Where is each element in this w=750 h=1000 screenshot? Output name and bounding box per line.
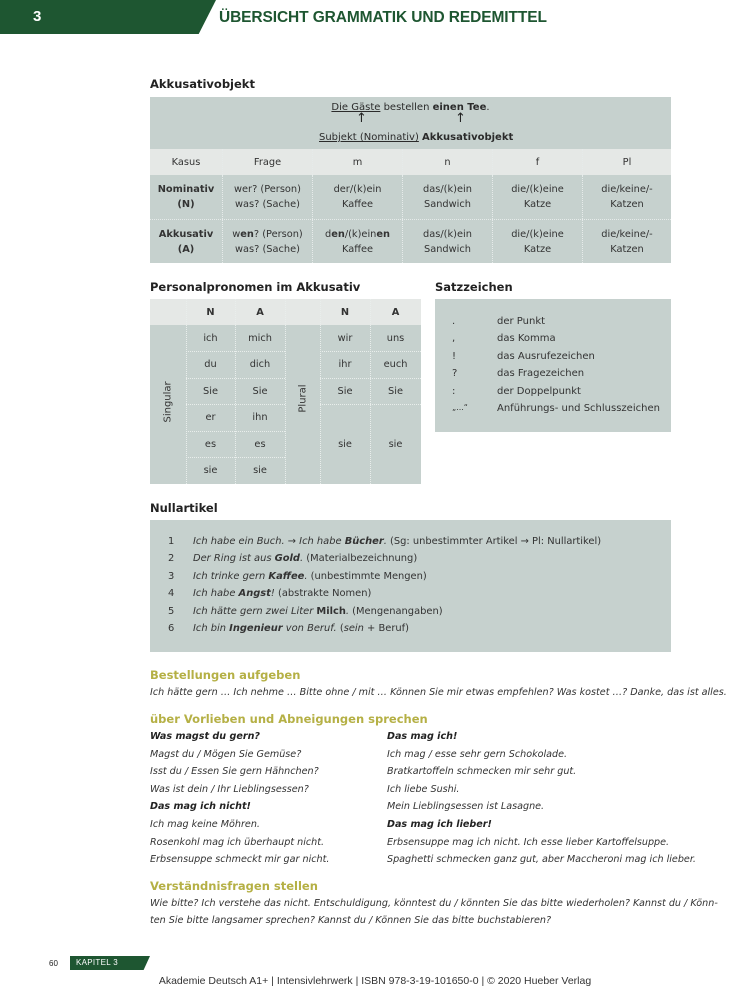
phrase-heading: Was magst du gern?	[150, 731, 260, 742]
table-cell: wir	[337, 332, 353, 344]
personalpronomen-table	[150, 299, 421, 484]
page-number: 60	[49, 959, 58, 968]
sentence-end: .	[486, 102, 490, 113]
phrase: Ich mag keine Möhren.	[150, 819, 260, 830]
table-cell: Akkusativ (A)	[150, 220, 223, 263]
phrase-heading: Das mag ich!	[387, 731, 458, 742]
label-subject: Subjekt (Nominativ)	[319, 132, 419, 143]
table-cell: der/(k)ein Kaffee	[313, 175, 403, 219]
imprint: Akademie Deutsch A1+ | Intensivlehrwerk | ISBN 978-3-19-101650-0 | © 2020 Hueber Verlag	[158, 975, 592, 987]
sentence-object: einen Tee	[432, 102, 487, 113]
akkusativ-table	[150, 97, 671, 263]
phrase: Erbsensuppe schmeckt mir gar nicht.	[150, 854, 330, 865]
case-grid	[150, 149, 671, 263]
page-title: ÜBERSICHT GRAMMATIK UND REDEMITTEL	[219, 9, 547, 26]
table-cell: uns	[386, 332, 405, 344]
table-cell: sie	[253, 465, 267, 476]
table-cell: dich	[249, 359, 271, 370]
section-heading-personalpronomen: Personalpronomen im Akkusativ	[150, 280, 361, 294]
table-cell: Sie	[203, 385, 218, 397]
table-cell: ihn	[252, 412, 268, 423]
table-cell: mich	[248, 332, 272, 344]
table-cell: es	[254, 438, 266, 450]
singular-label: Singular	[162, 381, 174, 423]
table-cell: sie	[338, 438, 352, 450]
verstaendnis-text-line2: ten Sie bitte langsamer sprechen? Kannst du / Können Sie das bitte buchstabieren?	[150, 915, 552, 926]
phrase: Was ist dein / Ihr Lieblingsessen?	[150, 784, 309, 795]
phrase: Erbsensuppe mag ich nicht. Ich esse lieber Kartoffelsuppe.	[387, 837, 670, 848]
divider	[320, 404, 421, 405]
section-heading-nullartikel: Nullartikel	[150, 501, 218, 515]
phrase: Spaghetti schmecken ganz gut, aber Maccheroni mag ich lieber.	[387, 854, 696, 865]
verstaendnis-text-line1: Wie bitte? Ich verstehe das nicht. Entschuldigung, könntest du / könnten Sie das bitte wiederholen? Kannst du / Könn-	[150, 898, 718, 909]
divider	[285, 299, 286, 484]
phrase: Mein Lieblingsessen ist Lasagne.	[387, 801, 545, 812]
table-cell: ich	[203, 332, 218, 344]
table-cell: Sie	[252, 385, 268, 397]
table-cell: die/(k)eine Katze	[493, 220, 583, 263]
sentence-verb: bestellen	[380, 102, 433, 113]
phrase: Ich mag / esse sehr gern Schokolade.	[387, 749, 568, 760]
table-cell: das/(k)ein Sandwich	[403, 220, 493, 263]
table-cell: es	[204, 438, 217, 450]
column-header: Frage	[223, 149, 313, 175]
table-cell: sie	[203, 465, 218, 476]
arrow-up-icon: ↑	[356, 111, 367, 126]
table-cell: Sie	[388, 385, 403, 397]
example-sentence-box	[150, 97, 671, 149]
table-cell: die/(k)eine Katze	[493, 175, 583, 219]
table-row-akkusativ	[150, 219, 671, 263]
phrase-heading: Das mag ich nicht!	[150, 801, 251, 812]
table-cell: die/keine/- Katzen	[601, 228, 653, 255]
table-cell: ihr	[338, 359, 352, 370]
nullartikel-box: 1 Ich habe ein Buch. → Ich habe Bücher. (Sg: unbestimmter Artikel → Pl: Nullartikel) 2 Der Ring ist aus Gold. (Materialbezeichnung) 3 Ich trinke gern Kaffee. (unbestimmte Mengen) 4 Ich habe Angst! (abstrakte Nomen) 5 Ich hätte gern zwei Liter Milch. (Mengenangaben) 6 Ich bin Ingenieur von Beruf. (sein + Beruf)	[150, 520, 671, 652]
column-header: Pl	[622, 156, 632, 168]
column-header: n	[403, 149, 493, 175]
chapter-number: 3	[33, 8, 42, 25]
table-cell: sie	[388, 438, 403, 450]
column-header: A	[256, 306, 264, 318]
satzzeichen-box: . der Punkt , das Komma ! das Ausrufezeichen ? das Fragezeichen : der Doppelpunkt „...“ Anführungs- und Schlusszeichen	[435, 299, 671, 432]
label-object: Akkusativobjekt	[422, 132, 514, 143]
section-heading-verstaendnisfragen: Verständnisfragen stellen	[150, 879, 318, 893]
table-cell: wer? (Person) was? (Sache)	[223, 175, 313, 219]
column-header: A	[391, 306, 400, 318]
table-row-nominativ	[150, 175, 671, 219]
bestellungen-text: Ich hätte gern … Ich nehme … Bitte ohne / mit … Können Sie mir etwas empfehlen? Was kostet …? Danke, das ist alles.	[150, 687, 727, 698]
table-header-row	[150, 149, 671, 175]
section-heading-vorlieben: über Vorlieben und Abneigungen sprechen	[150, 712, 428, 726]
phrase: Ich liebe Sushi.	[387, 784, 460, 795]
table-cell: du	[204, 359, 217, 370]
example-sentence	[150, 102, 671, 113]
table-cell: wen? (Person) was? (Sache)	[223, 220, 313, 263]
sentence-subject: Die Gäste	[331, 102, 381, 113]
table-cell: euch	[383, 359, 408, 370]
phrase: Rosenkohl mag ich überhaupt nicht.	[150, 837, 325, 848]
phrase: Isst du / Essen Sie gern Hähnchen?	[150, 766, 319, 777]
section-heading-satzzeichen: Satzzeichen	[435, 280, 513, 294]
column-header: f	[493, 149, 583, 175]
column-header: N	[206, 306, 215, 318]
arrow-up-icon: ↑	[455, 111, 466, 126]
section-heading-bestellungen: Bestellungen aufgeben	[150, 668, 301, 682]
phrase: Magst du / Mögen Sie Gemüse?	[150, 749, 302, 760]
plural-label: Plural	[297, 384, 309, 413]
chapter-label: KAPITEL 3	[76, 958, 118, 967]
column-header: Kasus	[150, 149, 223, 175]
table-cell: den/(k)einen Kaffee	[313, 220, 403, 263]
table-cell: er	[205, 412, 216, 423]
phrase-heading: Das mag ich lieber!	[387, 819, 492, 830]
table-cell: die/keine/- Katzen	[601, 184, 653, 210]
column-header: m	[313, 149, 403, 175]
phrase: Bratkartoffeln schmecken mir sehr gut.	[387, 766, 577, 777]
table-cell: Nominativ (N)	[150, 175, 223, 219]
section-heading-akkusativobjekt: Akkusativobjekt	[150, 77, 255, 91]
table-cell: das/(k)ein Sandwich	[403, 175, 493, 219]
column-header: N	[340, 306, 350, 318]
table-cell: Sie	[337, 385, 353, 397]
